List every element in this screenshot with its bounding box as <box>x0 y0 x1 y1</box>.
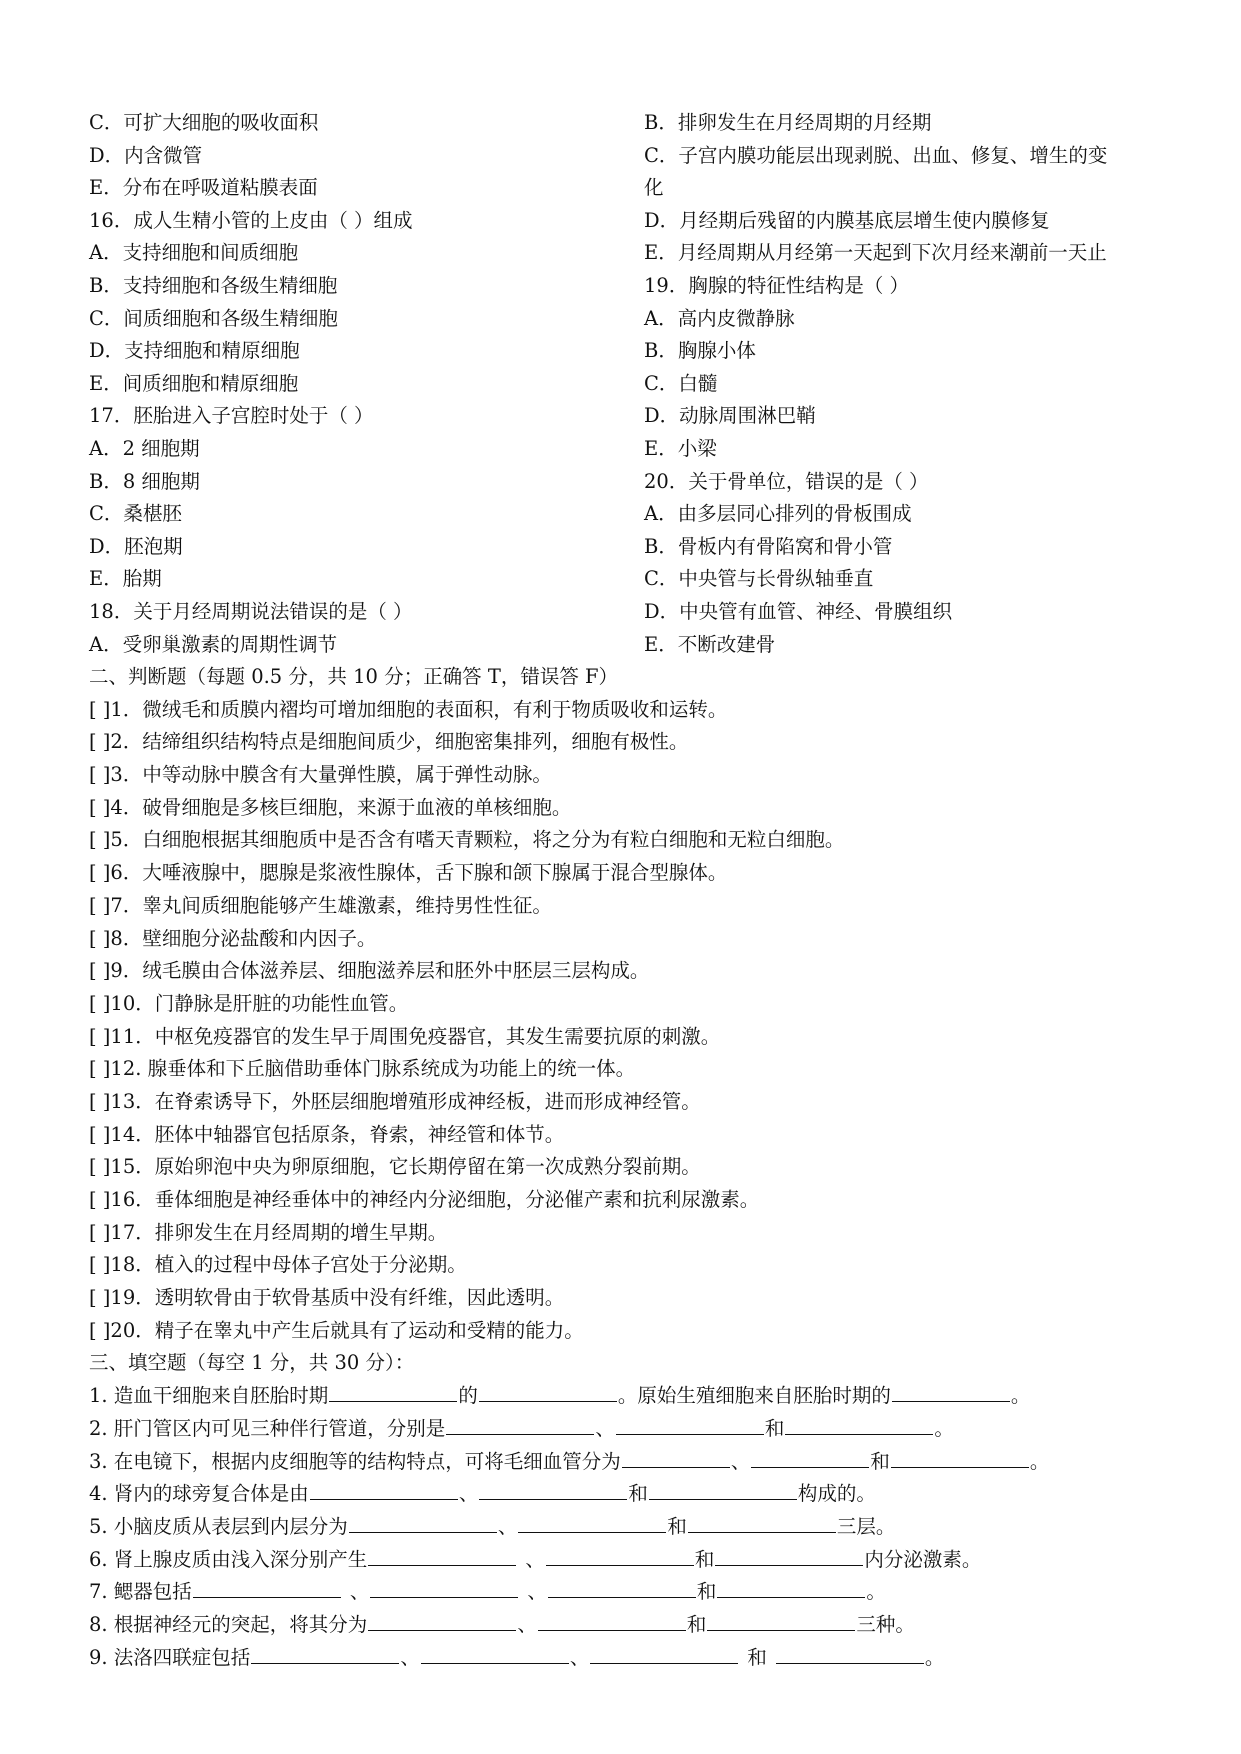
option-line: D．内含微管 <box>89 143 203 167</box>
answer-blank[interactable] <box>479 1381 617 1402</box>
fill-question-9: 9. 法洛四联症包括 、 、 和 。 <box>89 1642 1169 1675</box>
judgment-item: [ ]2．结缔组织结构特点是细胞间质少，细胞密集排列，细胞有极性。 <box>89 730 689 754</box>
answer-blank[interactable] <box>193 1577 341 1598</box>
judgment-item: [ ]3．中等动脉中膜含有大量弹性膜，属于弹性动脉。 <box>89 763 552 787</box>
answer-blank[interactable] <box>546 1545 694 1566</box>
answer-blank[interactable] <box>251 1643 399 1664</box>
left-column <box>89 107 629 661</box>
right-column <box>644 107 1164 661</box>
judgment-item: [ ]18．植入的过程中母体子宫处于分泌期。 <box>89 1253 467 1277</box>
fill-question-6: 6. 肾上腺皮质由浅入深分别产生 、 和 内分泌激素。 <box>89 1544 1169 1577</box>
option-line: D．月经期后残留的内膜基底层增生使内膜修复 <box>644 208 1050 232</box>
question-18: 18．关于月经周期说法错误的是（ ） <box>89 599 413 623</box>
option-line: C．白髓 <box>644 371 718 395</box>
option-line: A．高内皮微静脉 <box>644 306 795 330</box>
answer-blank[interactable] <box>715 1545 863 1566</box>
option-line: A．由多层同心排列的骨板围成 <box>644 502 912 526</box>
judgment-item: [ ]6．大唾液腺中，腮腺是浆液性腺体，舌下腺和颌下腺属于混合型腺体。 <box>89 861 728 885</box>
option-line: B．支持细胞和各级生精细胞 <box>89 273 338 297</box>
option-line: B．胸腺小体 <box>644 339 756 363</box>
answer-blank[interactable] <box>751 1447 869 1468</box>
judgment-item: [ ]10．门静脉是肝脏的功能性血管。 <box>89 991 409 1015</box>
option-line: E．小梁 <box>644 436 717 460</box>
question-19: 19．胸腺的特征性结构是（ ） <box>644 273 910 297</box>
section-2-heading: 二、判断题（每题 0.5 分，共 10 分；正确答 T，错误答 F） <box>89 665 619 688</box>
option-line: C．子宫内膜功能层出现剥脱、出血、修复、增生的变 <box>644 143 1108 167</box>
answer-blank[interactable] <box>368 1610 516 1631</box>
option-line: C．间质细胞和各级生精细胞 <box>89 306 338 330</box>
judgment-item: [ ]17．排卵发生在月经周期的增生早期。 <box>89 1220 448 1244</box>
judgment-item: [ ]1．微绒毛和质膜内褶均可增加细胞的表面积，有利于物质吸收和运转。 <box>89 697 728 721</box>
judgment-item: [ ]19．透明软骨由于软骨基质中没有纤维，因此透明。 <box>89 1286 565 1310</box>
answer-blank[interactable] <box>368 1545 516 1566</box>
fill-question-7: 7. 鳃器包括 、 、 和 。 <box>89 1576 1169 1609</box>
answer-blank[interactable] <box>776 1643 924 1664</box>
option-line: B．排卵发生在月经周期的月经期 <box>644 111 932 134</box>
section-3-heading: 三、填空题（每空 1 分，共 30 分）： <box>89 1351 415 1375</box>
answer-blank[interactable] <box>370 1577 518 1598</box>
judgment-item: [ ]7．睾丸间质细胞能够产生雄激素，维持男性性征。 <box>89 893 552 917</box>
answer-blank[interactable] <box>479 1479 627 1500</box>
fill-question-3: 3. 在电镜下，根据内皮细胞等的结构特点，可将毛细血管分为 、 和 。 <box>89 1446 1169 1479</box>
answer-blank[interactable] <box>717 1577 865 1598</box>
full-width-sections <box>89 661 1169 1674</box>
judgment-item: [ ]8．壁细胞分泌盐酸和内因子。 <box>89 926 377 950</box>
answer-blank[interactable] <box>891 1447 1029 1468</box>
option-line: E．不断改建骨 <box>644 632 776 656</box>
judgment-item: [ ]11．中枢免疫器官的发生早于周围免疫器官，其发生需要抗原的刺激。 <box>89 1024 721 1048</box>
answer-blank[interactable] <box>421 1643 569 1664</box>
answer-blank[interactable] <box>616 1414 764 1435</box>
judgment-item: [ ]4．破骨细胞是多核巨细胞，来源于血液的单核细胞。 <box>89 795 572 819</box>
option-line: E．月经周期从月经第一天起到下次月经来潮前一天止 <box>644 241 1107 265</box>
question-20: 20．关于骨单位，错误的是（ ） <box>644 469 929 493</box>
judgment-item: [ ]14．胚体中轴器官包括原条，脊索，神经管和体节。 <box>89 1122 565 1146</box>
option-line: D．中央管有血管、神经、骨膜组织 <box>644 599 953 623</box>
answer-blank[interactable] <box>548 1577 696 1598</box>
option-line: A．支持细胞和间质细胞 <box>89 241 299 265</box>
option-line: E．间质细胞和精原细胞 <box>89 371 299 395</box>
answer-blank[interactable] <box>649 1479 797 1500</box>
answer-blank[interactable] <box>310 1479 458 1500</box>
answer-blank[interactable] <box>446 1414 594 1435</box>
answer-blank[interactable] <box>707 1610 855 1631</box>
answer-blank[interactable] <box>349 1512 497 1533</box>
judgment-item: [ ]12. 腺垂体和下丘脑借助垂体门脉系统成为功能上的统一体。 <box>89 1057 636 1081</box>
option-line: C．可扩大细胞的吸收面积 <box>89 111 319 134</box>
answer-blank[interactable] <box>590 1643 738 1664</box>
question-16: 16．成人生精小管的上皮由（ ）组成 <box>89 208 413 232</box>
option-line: 化 <box>644 176 664 200</box>
option-line: D．动脉周围淋巴鞘 <box>644 404 816 428</box>
judgment-item: [ ]20．精子在睾丸中产生后就具有了运动和受精的能力。 <box>89 1318 584 1342</box>
option-line: E．分布在呼吸道粘膜表面 <box>89 176 318 200</box>
answer-blank[interactable] <box>329 1381 457 1402</box>
option-line: B．骨板内有骨陷窝和骨小管 <box>644 534 893 558</box>
judgment-item: [ ]5．白细胞根据其细胞质中是否含有嗜天青颗粒，将之分为有粒白细胞和无粒白细胞。 <box>89 828 845 852</box>
fill-question-8: 8. 根据神经元的突起，将其分为 、 和 三种。 <box>89 1609 1169 1642</box>
option-line: B．8 细胞期 <box>89 469 200 493</box>
question-17: 17．胚胎进入子宫腔时处于（ ） <box>89 404 374 428</box>
fill-question-5: 5. 小脑皮质从表层到内层分为 、 和 三层。 <box>89 1511 1169 1544</box>
option-line: D．胚泡期 <box>89 534 183 558</box>
option-line: D．支持细胞和精原细胞 <box>89 339 300 363</box>
option-line: E．胎期 <box>89 567 162 591</box>
fill-question-2: 2. 肝门管区内可见三种伴行管道，分别是 、 和 。 <box>89 1413 1169 1446</box>
option-line: A．2 细胞期 <box>89 436 200 460</box>
judgment-item: [ ]16．垂体细胞是神经垂体中的神经内分泌细胞，分泌催产素和抗利尿激素。 <box>89 1188 760 1211</box>
fill-question-1: 1. 造血干细胞来自胚胎时期 的 。原始生殖细胞来自胚胎时期的 。 <box>89 1380 1169 1413</box>
answer-blank[interactable] <box>688 1512 836 1533</box>
judgment-item: [ ]13．在脊索诱导下，外胚层细胞增殖形成神经板，进而形成神经管。 <box>89 1089 701 1113</box>
option-line: C．中央管与长骨纵轴垂直 <box>644 567 874 591</box>
answer-blank[interactable] <box>622 1447 730 1468</box>
fill-question-4: 4. 肾内的球旁复合体是由 、 和 构成的。 <box>89 1478 1169 1511</box>
answer-blank[interactable] <box>518 1512 666 1533</box>
option-line: C．桑椹胚 <box>89 502 182 526</box>
answer-blank[interactable] <box>785 1414 933 1435</box>
judgment-item: [ ]15．原始卵泡中央为卵原细胞，它长期停留在第一次成熟分裂前期。 <box>89 1155 701 1179</box>
judgment-item: [ ]9．绒毛膜由合体滋养层、细胞滋养层和胚外中胚层三层构成。 <box>89 959 650 983</box>
answer-blank[interactable] <box>538 1610 686 1631</box>
option-line: A．受卵巢激素的周期性调节 <box>89 632 338 656</box>
answer-blank[interactable] <box>892 1381 1010 1402</box>
